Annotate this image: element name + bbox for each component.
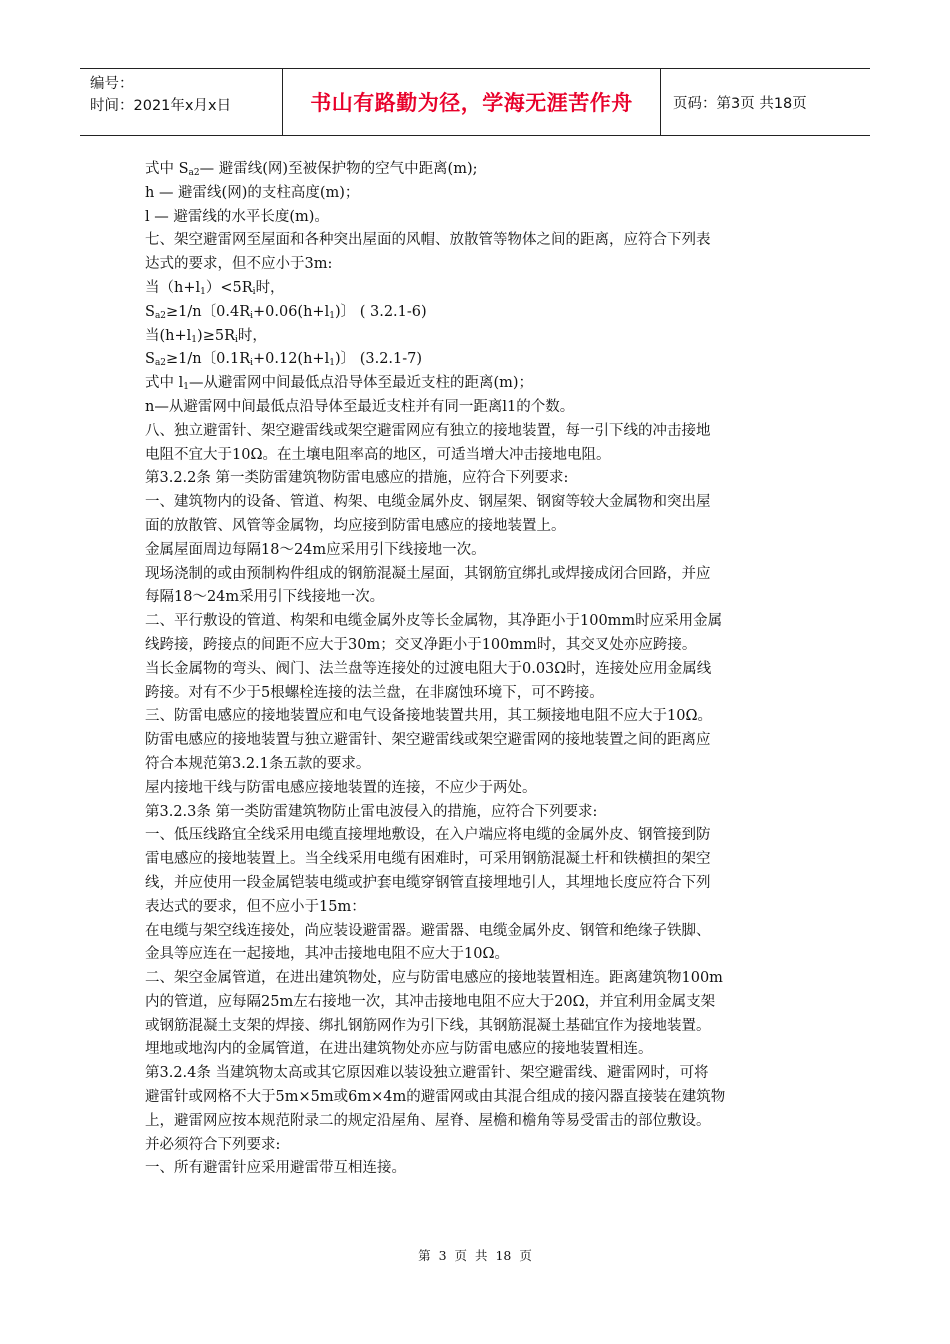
text-span: 当(h+l [145, 327, 192, 344]
subscript: i [252, 286, 256, 297]
text-span: )〕 ( 3.2.1-6) [334, 303, 427, 320]
text-line [145, 729, 825, 753]
text-line [145, 348, 825, 372]
text-span: 并必须符合下列要求: [145, 1136, 281, 1153]
header-motto: 书山有路勤为径，学海无涯苦作舟 [283, 69, 661, 135]
text-span: h — 避雷线(网)的支柱高度(m)； [145, 184, 360, 201]
subscript: i [250, 358, 253, 369]
text-line [145, 1038, 825, 1062]
subscript: 1 [329, 310, 335, 321]
text-span: 避雷针或网格不大于5m×5m或6m×4m的避雷网或由其混合组成的接闪器直接装在建筑物 [145, 1089, 726, 1106]
text-span: 雷电感应的接地装置上。当全线采用电缆有困难时，可采用钢筋混凝土杆和铁横担的架空 [145, 851, 711, 868]
text-span: 面的放散管、风管等金属物，均应接到防雷电感应的接地装置上。 [145, 517, 566, 534]
text-span: ）<5R [205, 279, 253, 296]
text-line [145, 491, 825, 515]
text-span: — 避雷线(网)至被保护物的空气中距离(m); [199, 161, 478, 177]
text-line [145, 824, 825, 848]
text-line [145, 253, 825, 277]
text-line [145, 1134, 825, 1158]
text-line [145, 658, 825, 682]
text-span: 时， [255, 279, 285, 296]
text-span: 第3.2.2条 第一类防雷建筑物防雷电感应的措施，应符合下列要求: [145, 470, 569, 487]
text-span: ≥1/n〔0.1R [166, 351, 251, 368]
page-footer: 第 3 页 共 18 页 [418, 1248, 532, 1263]
text-span: 线跨接，跨接点的间距不应大于30m；交叉净距小于100mm时，其交叉处亦应跨接。 [145, 636, 697, 653]
text-span: 二、平行敷设的管道、构架和电缆金属外皮等长金属物，其净距小于100mm时应采用金属 [145, 613, 723, 630]
text-span: 当长金属物的弯头、阀门、法兰盘等连接处的过渡电阻大于0.03Ω时，连接处应用金属线 [145, 660, 712, 677]
text-line [145, 753, 825, 777]
text-span: 一、所有避雷针应采用避雷带互相连接。 [145, 1160, 406, 1177]
text-line [145, 158, 825, 182]
text-line [145, 801, 825, 825]
document-date: 时间：2021年x月x日 [90, 98, 232, 114]
text-span: 当（h+l [145, 279, 201, 296]
text-span: 防雷电感应的接地装置与独立避雷针、架空避雷线或架空避雷网的接地装置之间的距离应 [145, 732, 711, 749]
subscript: 1 [183, 382, 189, 393]
text-span: 现场浇制的或由预制构件组成的钢筋混凝土屋面，其钢筋宜绑扎或焊接成闭合回路，并应 [145, 565, 711, 582]
subscript: 1 [191, 334, 198, 345]
subscript: a2 [154, 310, 167, 321]
text-line [145, 206, 825, 230]
document-body [145, 158, 825, 1181]
text-span: 七、架空避雷网至屋面和各种突出屋面的风帽、放散管等物体之间的距离，应符合下列表 [145, 232, 711, 249]
text-span: 屋内接地干线与防雷电感应接地装置的连接，不应少于两处。 [145, 779, 537, 796]
text-span: n—从避雷网中间最低点沿导体至最近支柱并有同一距离l1的个数。 [145, 398, 575, 415]
text-line [145, 396, 825, 420]
text-span: l — 避雷线的水平长度(m)。 [145, 208, 329, 225]
text-span: 八、独立避雷针、架空避雷线或架空避雷网应有独立的接地装置，每一引下线的冲击接地 [145, 422, 711, 439]
text-line [145, 848, 825, 872]
text-line [145, 872, 825, 896]
text-line [145, 1086, 825, 1110]
text-line [145, 967, 825, 991]
text-span: 电阻不宜大于10Ω。在土壤电阻率高的地区，可适当增大冲击接地电阻。 [145, 446, 611, 463]
text-line [145, 943, 825, 967]
page-header [80, 68, 870, 136]
text-span: 金具等应连在一起接地，其冲击接地电阻不应大于10Ω。 [145, 946, 509, 963]
text-line [145, 539, 825, 563]
text-span: S [145, 351, 155, 368]
text-span: 三、防雷电感应的接地装置应和电气设备接地装置共用，其工频接地电阻不应大于10Ω。 [145, 708, 712, 725]
text-line [145, 610, 825, 634]
text-line [145, 1062, 825, 1086]
text-line [145, 1110, 825, 1134]
text-line [145, 896, 825, 920]
text-span: S [145, 303, 155, 320]
text-line [145, 182, 825, 206]
text-line [145, 444, 825, 468]
text-span: 式中 S [145, 161, 189, 177]
text-span: 金属屋面周边每隔18～24m应采用引下线接地一次。 [145, 541, 486, 558]
text-line [145, 515, 825, 539]
text-line [145, 920, 825, 944]
document-number-label: 编号： [90, 76, 134, 92]
text-span: 线，并应使用一段金属铠装电缆或护套电缆穿钢管直接埋地引人，其埋地长度应符合下列 [145, 874, 711, 891]
text-span: )≥5R [197, 327, 235, 344]
text-span: +0.12(h+l [253, 351, 330, 368]
subscript: 1 [200, 286, 206, 297]
text-span: 第3.2.3条 第一类防雷建筑物防止雷电波侵入的措施，应符合下列要求: [145, 803, 598, 820]
text-line [145, 777, 825, 801]
subscript: a2 [154, 358, 167, 369]
text-span: 一、低压线路宜全线采用电缆直接埋地敷设，在入户端应将电缆的金属外皮、钢管接到防 [145, 827, 711, 844]
text-line [145, 586, 825, 610]
text-span: +0.06(h+l [253, 303, 330, 320]
text-line [145, 229, 825, 253]
text-span: 式中 l [145, 375, 184, 392]
text-span: 跨接。对有不少于5根螺栓连接的法兰盘，在非腐蚀环境下，可不跨接。 [145, 684, 604, 701]
text-span: 符合本规范第3.2.1条五款的要求。 [145, 755, 371, 772]
text-span: 一、建筑物内的设备、管道、构架、电缆金属外皮、钢屋架、钢窗等较大金属物和突出屋 [145, 494, 711, 511]
text-line [145, 467, 825, 491]
text-line [145, 991, 825, 1015]
text-span: ≥1/n〔0.4R [166, 303, 251, 320]
text-line [145, 325, 825, 349]
text-span: —从避雷网中间最低点沿导体至最近支柱的距离(m)； [188, 375, 534, 392]
text-line [145, 634, 825, 658]
text-span: 内的管道，应每隔25m左右接地一次，其冲击接地电阻不应大于20Ω，并宜利用金属支架 [145, 993, 716, 1010]
text-line [145, 372, 825, 396]
text-line [145, 682, 825, 706]
text-span: 表达式的要求，但不应小于15m： [145, 898, 366, 915]
text-line [145, 705, 825, 729]
text-line [145, 563, 825, 587]
text-span: 时， [237, 327, 267, 344]
text-span: 或钢筋混凝土支架的焊接、绑扎钢筋网作为引下线，其钢筋混凝土基础宜作为接地装置。 [145, 1017, 711, 1034]
subscript: a2 [188, 168, 200, 178]
text-span: 二、架空金属管道，在进出建筑物处，应与防雷电感应的接地装置相连。距离建筑物100m [145, 970, 723, 987]
text-line [145, 301, 825, 325]
header-meta [80, 69, 283, 135]
text-span: 在电缆与架空线连接处，尚应装设避雷器。避雷器、电缆金属外皮、钢管和绝缘子铁脚、 [145, 922, 711, 939]
text-line [145, 1015, 825, 1039]
subscript: i [250, 310, 253, 321]
text-span: 第3.2.4条 当建筑物太高或其它原因难以装设独立避雷针、架空避雷线、避雷网时，可将 [145, 1065, 709, 1082]
text-line [145, 277, 825, 301]
text-span: 达式的要求，但不应小于3m: [145, 256, 333, 273]
text-span: 每隔18～24m采用引下线接地一次。 [145, 589, 385, 606]
text-span: 上，避雷网应按本规范附录二的规定沿屋角、屋脊、屋檐和檐角等易受雷击的部位敷设。 [145, 1112, 711, 1129]
text-span: 埋地或地沟内的金属管道，在进出建筑物处亦应与防雷电感应的接地装置相连。 [145, 1041, 653, 1058]
text-line [145, 420, 825, 444]
text-span: )〕 (3.2.1-7) [334, 351, 423, 368]
header-page-info: 页码：第3页 共18页 [673, 95, 807, 112]
subscript: i [234, 334, 238, 345]
subscript: 1 [329, 358, 335, 369]
text-line [145, 1157, 825, 1181]
